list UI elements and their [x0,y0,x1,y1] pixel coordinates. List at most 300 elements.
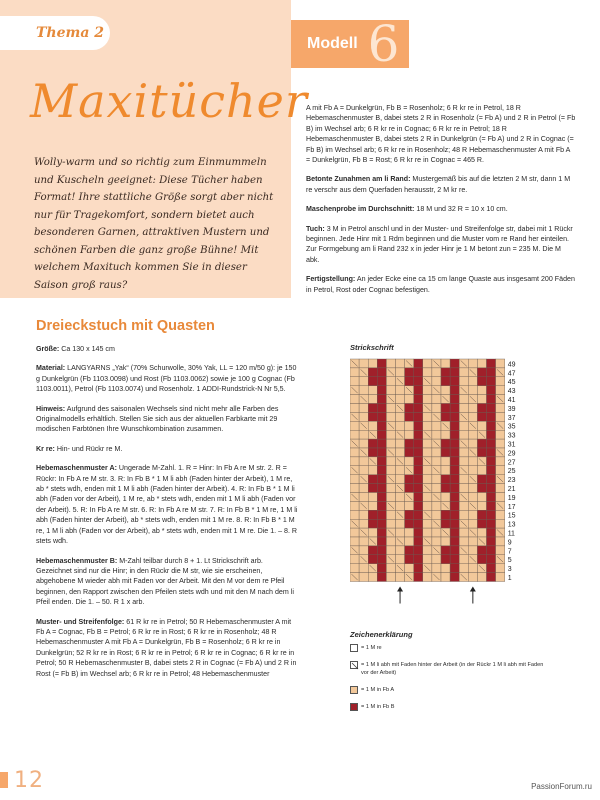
chart-cell [477,555,486,564]
paragraph [306,274,576,295]
paragraph [306,204,576,214]
legend-item [350,686,550,694]
chart-cell [386,573,395,582]
chart-cell [496,484,505,493]
chart-cell [477,528,486,537]
chart-cell [386,404,395,413]
paragraph-label: Muster- und Streifenfolge: [36,617,125,626]
chart-cell [368,439,377,448]
chart-cell [368,528,377,537]
legend-text: = 1 M in Fb A [361,687,395,693]
chart-cell [350,501,359,510]
chart-cell [450,546,459,555]
paragraph-text: M-Zahl teilbar durch 8 + 1. Lt Strickschrift arb. Gezeichnet sind nur die Hinr; in den Rückr die M str, wie sie erscheinen, abgehobene M wieder abh mit Faden vor der Arbeit. Mit den M vor dem re Pfeil beginnen, den Rapport zwischen den Pfeilen stets wdh und mit den M nach dem li Pfeil enden. Die 1. – 50. R 1 x arb. [36,556,294,607]
row-label: 21 [507,486,516,493]
chart-cell [386,430,395,439]
chart-cell [496,386,505,395]
chart-cell [423,555,432,564]
chart-cell [368,412,377,421]
chart-cell [423,573,432,582]
chart-cell [414,448,423,457]
chart-cell [377,501,386,510]
legend-text: = 1 M in Fb B [361,704,395,710]
chart-cell [477,359,486,368]
chart-cell [377,573,386,582]
chart-cell [432,528,441,537]
chart-cell [441,484,450,493]
chart-cell [441,555,450,564]
chart-cell [468,377,477,386]
row-label: 1 [507,575,512,582]
chart-cell [450,484,459,493]
chart-cell [405,555,414,564]
right-column [306,103,576,304]
chart-cell [487,404,496,413]
chart-cell [414,421,423,430]
chart-cell [459,368,468,377]
chart-cell [350,457,359,466]
legend-color-b-icon [350,703,358,711]
paragraph [36,344,298,354]
chart-cell [405,404,414,413]
chart-cell [450,386,459,395]
chart-cell [477,501,486,510]
modell-label: Modell [307,35,358,52]
chart-cell [350,510,359,519]
chart-cell [496,466,505,475]
legend-text: = 1 M re [361,645,382,651]
chart-cell [423,395,432,404]
chart-cell [441,493,450,502]
chart-cell [359,439,368,448]
chart-cell [396,386,405,395]
chart-cell [377,368,386,377]
chart-cell [414,510,423,519]
chart-cell [432,510,441,519]
chart-cell [368,475,377,484]
row-label: 5 [507,557,512,565]
chart-cell [414,493,423,502]
row-label: 43 [507,388,516,396]
chart-cell [496,493,505,502]
chart-cell [386,519,395,528]
chart-cell [459,564,468,573]
knitting-chart [350,355,530,615]
chart-cell [359,537,368,546]
chart-cell [414,555,423,564]
chart-cell [377,377,386,386]
chart-cell [496,510,505,519]
chart-cell [368,386,377,395]
legend-color-a-icon [350,686,358,694]
row-label: 41 [507,397,516,404]
chart-cell [459,448,468,457]
chart-cell [450,457,459,466]
intro-text: Wolly-warm und so richtig zum Einmummeln und Kuscheln geeignet: Diese Tücher haben Format! Ihre stattliche Größe sorgt aber nicht nur für Tragekomfort, sondern bietet auch besonderen Garnen, attraktiven Mustern und schönen Farben die ganz große Bühne! Mit welchem Maxituch kommen Sie in dieser Saison groß raus? [34,157,274,291]
chart-cell [350,448,359,457]
chart-cell [441,377,450,386]
paragraph [306,103,576,165]
chart-cell [414,430,423,439]
paragraph-text: LANGYARNS „Yak“ (70% Schurwolle, 30% Yak, LL = 120 m/50 g): je 150 g Dunkelgrün (Fb 1103.0098) und Rost (Fb 1103.0062) sowie je 100 g Cognac (Fb 1103.0011), Petrol (Fb 1103.0074) und Rosenholz. 1 ADDI-Rundstrick-N Nr 5,5. [36,364,297,394]
paragraph [36,463,298,546]
row-label: 25 [507,468,516,476]
row-label: 11 [507,530,515,538]
chart-cell [386,386,395,395]
chart-cell [450,501,459,510]
chart-cell [487,546,496,555]
chart-cell [450,466,459,475]
paragraph-label: Kr re: [36,444,55,453]
chart-cell [441,457,450,466]
chart-cell [396,421,405,430]
chart-cell [386,546,395,555]
chart-cell [487,555,496,564]
chart-cell [459,457,468,466]
chart-cell [477,421,486,430]
chart-cell [386,537,395,546]
chart-cell [414,484,423,493]
left-column [36,344,298,688]
chart-cell [487,395,496,404]
chart-cell [496,430,505,439]
paragraph [36,404,298,435]
chart-cell [405,421,414,430]
paragraph-label: Fertigstellung: [306,275,356,284]
chart-cell [441,519,450,528]
paragraph-text: Mustergemäß bis auf die letzten 2 M str, dann 1 M re verschr aus dem Querfaden herausstr, 2 M kr re. [306,175,571,194]
chart-cell [450,573,459,582]
chart-cell [459,537,468,546]
chart-cell [487,439,496,448]
chart-cell [487,421,496,430]
chart-cell [487,457,496,466]
legend-knit-icon [350,644,358,652]
chart-cell [468,493,477,502]
chart-cell [468,386,477,395]
chart-cell [396,519,405,528]
paragraph-text: Ca 130 x 145 cm [59,345,115,353]
modell-badge [291,15,409,73]
chart-cell [441,430,450,439]
chart-cell [368,404,377,413]
paragraph [36,556,298,608]
row-label: 35 [507,423,516,431]
chart-cell [359,412,368,421]
paragraph-text: Ungerade M-Zahl. 1. R = Hinr: In Fb A re M str. 2. R = Rückr: In Fb A re M str. 3. R: In Fb B * 1 M li abh (Faden hinter der Arbeit), 1 M re, ab * stets wdh, enden mit 1 M li abh (Faden hinter der Arbeit). 4. R: In Fb B * 1 M li abh (Faden vor der Arbeit), 1 M re, ab * stets wdh, enden mit 1 M li abh (Faden vor der Arbeit). 5. R: In Fb A re M str. 6. R: In Fb A re M str. 7. R: In Fb B * 1 M re, 1 M li abh (Faden hinter der Arbeit), ab * stets wdh, enden mit 1 M re. 8. R: In Fb B * 1 M re, 1 M li abh (Faden vor der Arbeit), ab * stets wdh, enden mit 1 M re. Die 1. – 8. R stets wdh. [36,464,298,546]
chart-cell [441,439,450,448]
chart-cell [432,564,441,573]
chart-cell [359,457,368,466]
chart-cell [423,546,432,555]
chart-cell [477,519,486,528]
chart-cell [386,412,395,421]
chart-cell [386,377,395,386]
row-label: 49 [507,361,516,369]
chart-cell [414,439,423,448]
chart-cell [441,368,450,377]
chart-cell [496,519,505,528]
chart-cell [441,466,450,475]
chart-cell [450,475,459,484]
chart-cell [459,528,468,537]
chart-cell [368,421,377,430]
chart-cell [450,510,459,519]
chart-cell [423,493,432,502]
chart-cell [405,501,414,510]
paragraph-label: Material: [36,364,66,373]
legend-item [350,703,550,711]
chart-cell [368,573,377,582]
chart-cell [450,377,459,386]
chart-cell [450,404,459,413]
chart-cell [377,510,386,519]
chart-cell [423,466,432,475]
chart-cell [468,546,477,555]
chart-cell [405,377,414,386]
chart-cell [405,395,414,404]
paragraph-text: 18 M und 32 R = 10 x 10 cm. [414,205,508,214]
chart-cell [414,475,423,484]
chart-cell [405,475,414,484]
paragraph-label: Größe: [36,345,60,353]
chart-cell [377,421,386,430]
chart-cell [468,430,477,439]
chart-cell [368,395,377,404]
row-label: 9 [507,539,512,547]
chart-cell [459,404,468,413]
chart-cell [377,493,386,502]
chart-cell [368,493,377,502]
chart-cell [386,457,395,466]
row-label: 23 [507,477,516,485]
chart-cell [377,457,386,466]
chart-cell [386,564,395,573]
chart-cell [414,412,423,421]
chart-cell [432,395,441,404]
chart-cell [396,573,405,582]
chart-cell [459,484,468,493]
chart-cell [477,368,486,377]
chart-cell [368,377,377,386]
legend-slip-icon [350,661,358,669]
thema-tab [0,16,110,50]
legend [350,644,550,720]
chart-cell [414,404,423,413]
chart-cell [350,430,359,439]
chart-cell [377,555,386,564]
row-label: 3 [507,566,512,574]
chart-cell [377,439,386,448]
chart-cell [477,493,486,502]
chart-cell [359,430,368,439]
chart-cell [414,528,423,537]
chart-cell [396,493,405,502]
chart-cell [377,430,386,439]
chart-cell [414,546,423,555]
chart-cell [359,377,368,386]
chart-cell [477,466,486,475]
chart-cell [477,448,486,457]
chart-cell [450,439,459,448]
chart-cell [350,564,359,573]
chart-cell [423,519,432,528]
chart-cell [432,404,441,413]
chart-cell [377,519,386,528]
section-title: Dreieckstuch mit Quasten [36,318,215,334]
chart-cell [477,510,486,519]
chart-cell [377,564,386,573]
paragraph-label: Hebemaschenmuster B: [36,556,118,565]
chart-cell [496,439,505,448]
paragraph [36,363,298,394]
chart-cell [477,484,486,493]
chart-cell [477,439,486,448]
chart-cell [350,555,359,564]
paragraph-text: An jeder Ecke eine ca 15 cm lange Quaste aus insgesamt 200 Fäden in Petrol, Rost oder Cognac befestigen. [306,275,575,294]
chart-cell [487,386,496,395]
chart-cell [450,395,459,404]
chart-cell [368,546,377,555]
chart-cell [359,510,368,519]
chart-cell [405,457,414,466]
chart-cell [487,466,496,475]
chart-cell [423,475,432,484]
chart-cell [405,546,414,555]
chart-cell [477,573,486,582]
chart-cell [432,457,441,466]
chart-cell [487,475,496,484]
chart-cell [450,412,459,421]
chart-cell [350,528,359,537]
chart-cell [396,412,405,421]
chart-cell [441,359,450,368]
chart-cell [432,368,441,377]
chart-cell [368,466,377,475]
chart-cell [414,386,423,395]
watermark: PassionForum.ru [531,782,592,791]
paragraph-label: Tuch: [306,224,325,233]
chart-cell [377,546,386,555]
chart-cell [450,537,459,546]
page-title: Maxitücher [30,74,308,128]
chart-cell [487,412,496,421]
chart-cell [441,412,450,421]
chart-cell [468,573,477,582]
legend-item [350,661,550,677]
chart-cell [468,359,477,368]
chart-cell [359,404,368,413]
chart-cell [423,421,432,430]
chart-cell [477,377,486,386]
chart-cell [377,412,386,421]
paragraph [306,224,576,266]
chart-cell [405,368,414,377]
chart-cell [350,484,359,493]
chart-cell [468,457,477,466]
chart-cell [359,546,368,555]
chart-cell [377,537,386,546]
chart-cell [414,564,423,573]
chart-cell [405,519,414,528]
chart-cell [450,528,459,537]
chart-cell [487,501,496,510]
chart-cell [423,439,432,448]
chart-cell [496,377,505,386]
chart-cell [405,510,414,519]
chart-cell [450,421,459,430]
chart-cell [405,448,414,457]
chart-cell [359,493,368,502]
chart-cell [396,439,405,448]
chart-cell [450,368,459,377]
legend-item [350,644,550,652]
paragraph [36,444,298,454]
chart-cell [414,537,423,546]
row-label: 39 [507,405,516,413]
chart-cell [459,430,468,439]
row-label: 33 [507,432,516,440]
chart-cell [468,404,477,413]
chart-cell [350,404,359,413]
chart-cell [377,448,386,457]
chart-cell [377,466,386,475]
chart-cell [386,439,395,448]
paragraph-label: Hebemaschenmuster A: [36,464,117,473]
chart-cell [487,564,496,573]
chart-cell [450,493,459,502]
chart-cell [487,377,496,386]
chart-cell [377,528,386,537]
chart-cell [377,484,386,493]
chart-cell [368,519,377,528]
chart-cell [386,510,395,519]
chart-cell [441,510,450,519]
chart-cell [468,466,477,475]
chart-cell [441,537,450,546]
chart-cell [450,430,459,439]
chart-cell [459,475,468,484]
chart-cell [368,484,377,493]
chart-cell [468,439,477,448]
chart-cell [432,448,441,457]
page-number: 12 [14,768,44,793]
row-label: 47 [507,370,516,378]
chart-cell [405,528,414,537]
row-label: 15 [507,512,516,520]
chart-cell [459,501,468,510]
chart-cell [459,377,468,386]
chart-cell [368,448,377,457]
chart-cell [477,412,486,421]
chart-cell [441,564,450,573]
chart-cell [477,395,486,404]
paragraph-label: Maschenprobe im Durchschnitt: [306,205,415,214]
chart-cell [450,555,459,564]
row-label: 17 [507,503,516,511]
repeat-arrow-head [397,587,403,592]
modell-number: 6 [367,15,400,73]
chart-cell [359,386,368,395]
chart-cell [386,484,395,493]
chart-cell [468,412,477,421]
chart-cell [359,484,368,493]
chart-cell [396,359,405,368]
chart-cell [487,368,496,377]
chart-cell [487,537,496,546]
chart-cell [414,359,423,368]
paragraph [306,174,576,195]
